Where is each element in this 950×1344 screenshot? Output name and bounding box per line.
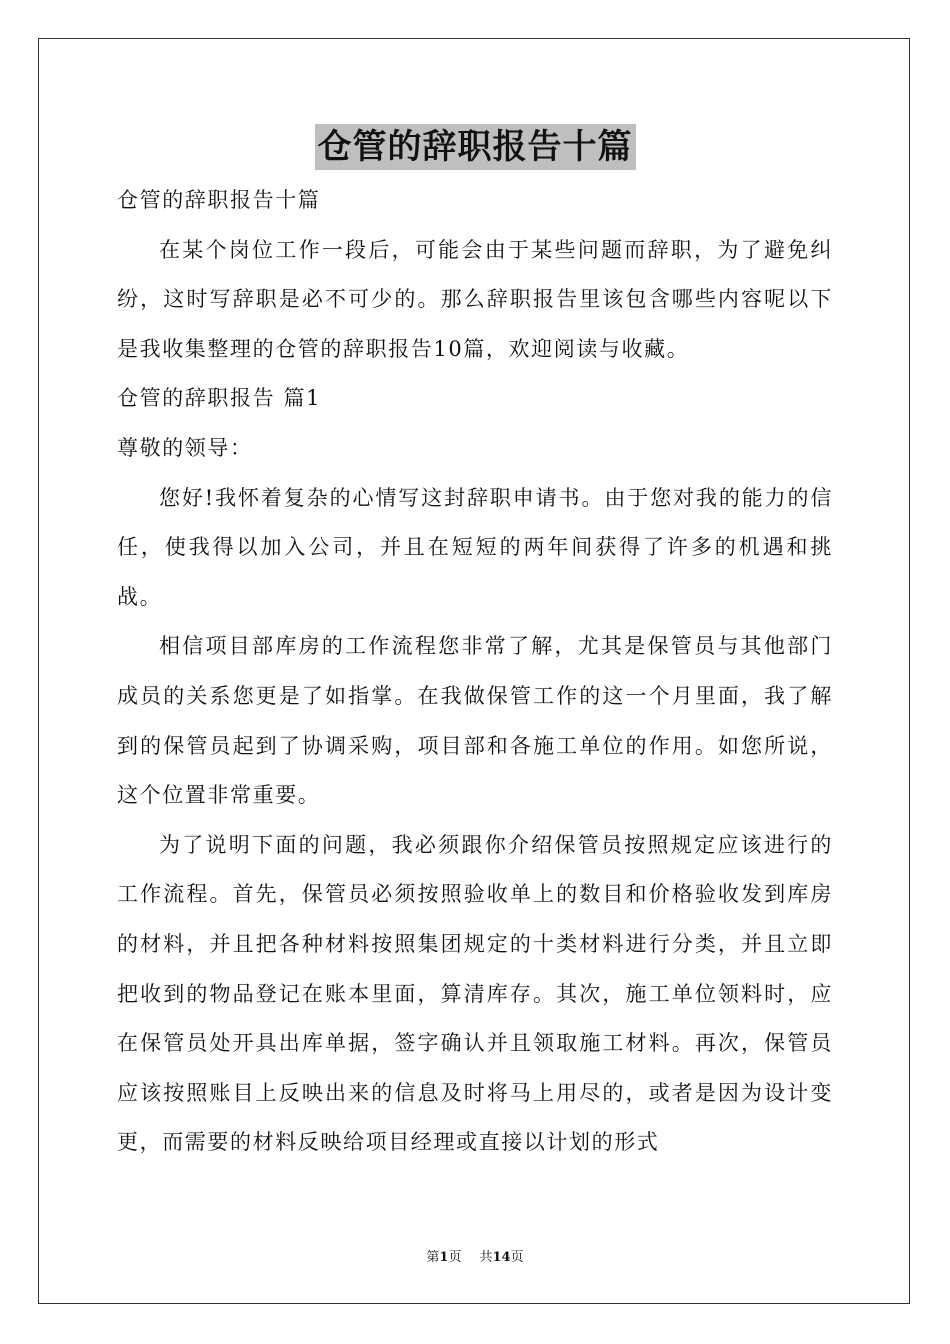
subtitle-paragraph: 仓管的辞职报告十篇 bbox=[117, 188, 321, 212]
body-paragraph: 为了说明下面的问题，我必须跟你介绍保管员按照规定应该进行的工作流程。首先，保管员必须按照验收单上的数目和价格验收发到库房的材料，并且把各种材料按照集团规定的十类材料进行分类，并且立即把收到的物品登记在账本里面，算清库存。其次，施工单位领料时，应在保管员处开具出库单据，签字确认并且领取施工材料。再次，保管员应该按照账目上反映出来的信息及时将马上用尽的，或者是因为设计变更，而需要的材料反映给项目经理或直接以计划的形式 bbox=[117, 832, 833, 1155]
total-suffix: 页 bbox=[510, 1250, 524, 1265]
total-prefix: 共 bbox=[479, 1250, 493, 1265]
page-footer bbox=[0, 1246, 950, 1265]
title-container bbox=[0, 124, 950, 170]
section-heading: 仓管的辞职报告 篇1 bbox=[117, 386, 322, 411]
intro-paragraph: 在某个岗位工作一段后，可能会由于某些问题而辞职，为了避免纠纷，这时写辞职是必不可少的。那么辞职报告里该包含哪些内容呢以下是我收集整理的仓管的辞职报告10篇，欢迎阅读与收藏。 bbox=[117, 237, 833, 361]
page-prefix: 第 bbox=[426, 1250, 440, 1265]
document-body bbox=[117, 176, 833, 1168]
body-paragraph: 相信项目部库房的工作流程您非常了解，尤其是保管员与其他部门成员的关系您更是了如指掌。在我做保管工作的这一个月里面，我了解到的保管员起到了协调采购，项目部和各施工单位的作用。如您所说，这个位置非常重要。 bbox=[117, 634, 833, 808]
total-pages: 14 bbox=[492, 1250, 511, 1265]
page-number: 1 bbox=[439, 1250, 449, 1265]
document-title: 仓管的辞职报告十篇 bbox=[315, 124, 636, 170]
body-paragraph: 您好!我怀着复杂的心情写这封辞职申请书。由于您对我的能力的信任，使我得以加入公司，并且在短短的两年间获得了许多的机遇和挑战。 bbox=[117, 485, 833, 609]
salutation: 尊敬的领导： bbox=[117, 435, 253, 460]
page-suffix: 页 bbox=[448, 1250, 462, 1265]
